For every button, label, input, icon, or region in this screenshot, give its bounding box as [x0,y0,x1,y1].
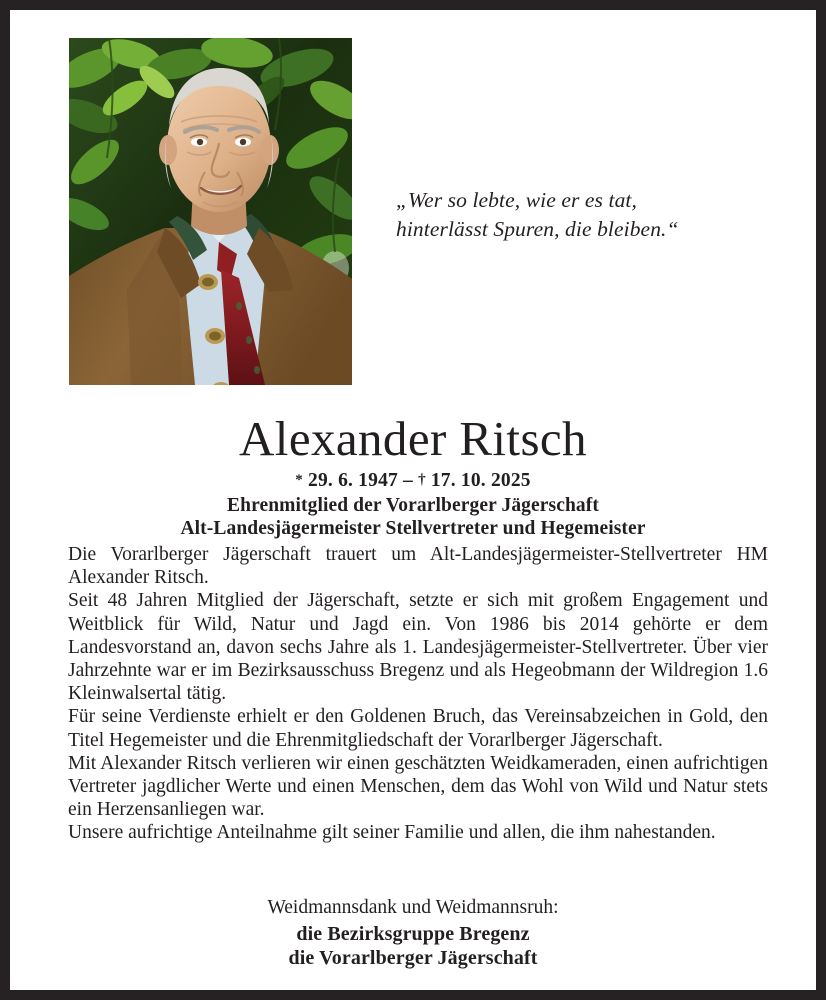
body-paragraph-1: Die Vorarlberger Jägerschaft trauert um Alt-Landesjägermeister-Stellvertreter HM Alexander Ritsch. [68,544,768,589]
portrait-photo [69,38,352,385]
signer-line-2: die Vorarlberger Jägerschaft [288,947,538,969]
birth-symbol: * [295,472,303,488]
life-dates [10,467,816,494]
closing-block [10,894,816,970]
death-date: 17. 10. 2025 [430,470,531,491]
body-paragraph-4: Mit Alexander Ritsch verlieren wir einen geschätzten Weidkameraden, einen aufrichtigen Vertreter jagdlicher Werte und einen Menschen, dem das Wohl von Wild und Natur stets ein Herzensanliegen war. [68,752,768,821]
obituary-inner [10,10,816,990]
closing-salutation: Weidmannsdank und Weidmannsruh: [267,897,559,918]
date-separator: – [403,470,413,491]
birth-date: 29. 6. 1947 [308,470,398,491]
quote-line-2: hinterlässt Spuren, die bleiben.“ [396,217,679,241]
name-block [10,410,816,540]
body-paragraph-2: Seit 48 Jahren Mitglied der Jägerschaft, setzte er sich mit großem Engagement und Weitblick für Wild, Natur und Jagd ein. Von 1986 bis 2014 gehörte er dem Landesvorstand an, davon sechs Jahre als 1. Landesjägermeister-Stellvertreter. Über vier Jahrzehnte war er im Bezirksausschuss Bregenz und als Hegeobmann der Wildregion 1.6 Kleinwalsertal tätig. [68,590,768,705]
signer-line-1: die Bezirksgruppe Bregenz [296,923,530,945]
death-symbol: † [418,472,426,488]
body-paragraph-3: Für seine Verdienste erhielt er den Goldenen Bruch, das Vereinsabzeichen in Gold, den Titel Hegemeister und die Ehrenmitgliedschaft der Vorarlberger Jägerschaft. [68,706,768,751]
portrait-illustration [69,38,352,385]
body-paragraph-5: Unsere aufrichtige Anteilnahme gilt seiner Familie und allen, die ihm nahestanden. [68,822,716,844]
closing-signers [10,922,816,970]
memorial-quote [396,186,756,244]
deceased-name: Alexander Ritsch [239,411,587,466]
role-line-2: Alt-Landesjägermeister Stellvertreter und Hegemeister [180,518,646,539]
role-line-1: Ehrenmitglied der Vorarlberger Jägerschaft [227,495,599,516]
quote-line-1: „Wer so lebte, wie er es tat, [396,188,637,212]
obituary-body [68,543,768,845]
